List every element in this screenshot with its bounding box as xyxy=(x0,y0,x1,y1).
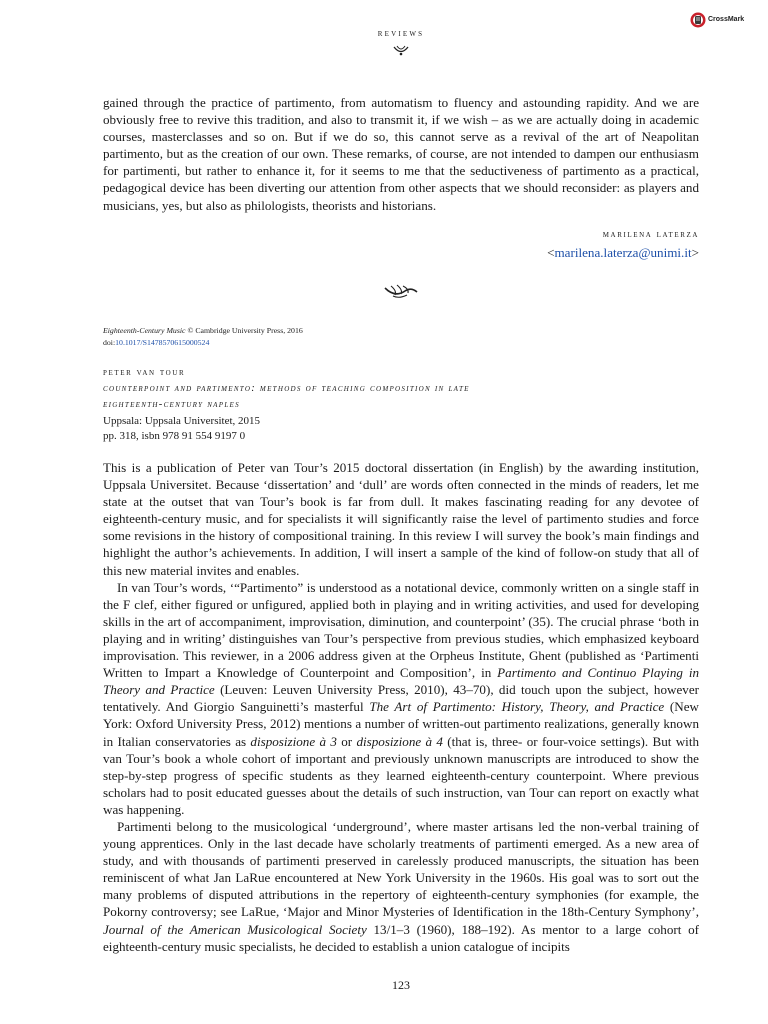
publication-info xyxy=(103,325,303,349)
previous-review-paragraph: gained through the practice of partimento, from automatism to fluency and astounding rapidity. And we are obviously free to revive this tradition, and also to transmit it, if we wish – as we are actually doing in academic courses, masterclasses and so on. But if we do so, this cannot serve as a revival of the art of Neapolitan partimento, but as the creation of our own. These remarks, of course, are not intended to dampen our enthusiasm for partimenti, but rather to enhance it, for it seems to me that the seductiveness of partimento as a practical, pedagogical device has been diverting our attention from other aspects that we should reconsider: as players and musicians, yes, but also as philologists, theorists and historians. xyxy=(103,95,699,213)
book-publication-details xyxy=(103,414,260,444)
page-number: 123 xyxy=(392,978,410,992)
journal-name: Eighteenth-Century Music xyxy=(103,326,186,335)
review-paragraph-3: Partimenti belong to the musicological ‘underground’, where master artisans led the non-verbal training of young apprentices. Only in the last decade have scholarly treatments of partimenti emerged. As a new area of study, and with thousands of partimenti preserved in carelessly produced manuscripts, the situation has been reminiscent of what Jan LaRue encountered at New York University in the 1960s. His goal was to sort out the many problems of disputed attributions in the repertory of eighteenth-century symphonies (for example, the Pokorny controversy; see LaRue, ‘Major and Minor Mysteries of Identification in the 18th-Century Symphony’, Journal of the American Musicological Society 13/1–3 (1960), 188–192). As mentor to a large cohort of eighteenth-century music specialists, he decided to establish a union catalogue of incipits xyxy=(103,818,699,954)
book-pages-isbn: pp. 318, isbn 978 91 554 9197 0 xyxy=(103,430,246,442)
review-body xyxy=(103,459,699,955)
running-head: reviews xyxy=(377,28,425,39)
review-paragraph-2: In van Tour’s words, ‘“Partimento” is understood as a notational device, commonly written on a single staff in the F clef, either figured or unfigured, applied both in playing and in writing activities, and used for developing skills in the art of accompaniment, improvisation, diminution, and counterpoint’ (35). The crucial phrase ‘both in playing and in writing’ distinguishes van Tour’s perspective from previous studies, which emphasized keyboard improvisation. This reviewer, in a 2006 address given at the Orpheus Institute, Ghent (published as ‘Partimenti Written to Impart a Knowledge of Counterpoint and Composition’, in Partimento and Continuo Playing in Theory and Practice (Leuven: Leuven University Press, 2010), 43–70), did touch upon the subject, however tentatively. And Giorgio Sanguinetti’s masterful The Art of Partimento: History, Theory, and Practice (New York: Oxford University Press, 2012) mentions a number of written-out partimento realizations, generally known in Italian conservatories as disposizione à 3 or disposizione à 4 (that is, three- or four-voice settings). But with van Tour’s book a whole cohort of important and previously unknown manuscripts are introduced to show the step-by-step progress of specific students as they learned eighteenth-century counterpoint. Where previous scholars had to posit educated guesses about the details of such instruction, van Tour can report on exactly what was happening. xyxy=(103,579,700,817)
doi-prefix: doi: xyxy=(103,338,116,347)
book-title-line-2: eighteenth-century naples xyxy=(103,399,240,410)
journal-copyright xyxy=(103,325,303,337)
page xyxy=(103,0,699,1024)
book-title-line-1: counterpoint and partimento: methods of teaching composition in late xyxy=(103,383,470,394)
section-ornament-icon xyxy=(383,282,419,300)
reviewer-email xyxy=(547,245,699,261)
review-paragraph-1: This is a publication of Peter van Tour’s 2015 doctoral dissertation (in English) by the awarding institution, Uppsala Universitet. Because ‘dissertation’ and ‘dull’ are words often connected in the minds of readers, let me state at the outset that van Tour’s book is far from dull. It makes fascinating reading for any devotee of eighteenth-century music, and for specialists it will significantly raise the level of partimento studies and force some revisions in the history of compositional training. In this review I will survey the book’s main findings and highlight the author’s achievements. In addition, I will insert a sample of the kind of follow-on study that all of this new material invites and enables. xyxy=(103,460,699,578)
book-title xyxy=(103,381,699,413)
reviewer-name: marilena laterza xyxy=(602,229,699,240)
copyright-text: © Cambridge University Press, 2016 xyxy=(185,326,303,335)
crossmark-label: CrossMark xyxy=(708,16,745,23)
book-publisher: Uppsala: Uppsala Universitet, 2015 xyxy=(103,415,261,427)
doi-link[interactable]: 10.1017/S1478570615000524 xyxy=(115,338,210,347)
doi-line xyxy=(103,337,303,349)
previous-review-text xyxy=(103,94,699,214)
email-open-bracket: < xyxy=(547,245,555,260)
fleuron-ornament-icon xyxy=(392,44,410,58)
email-close-bracket: > xyxy=(691,245,699,260)
book-author: peter van tour xyxy=(103,367,186,378)
reviewer-email-link[interactable]: marilena.laterza@unimi.it xyxy=(554,245,692,260)
